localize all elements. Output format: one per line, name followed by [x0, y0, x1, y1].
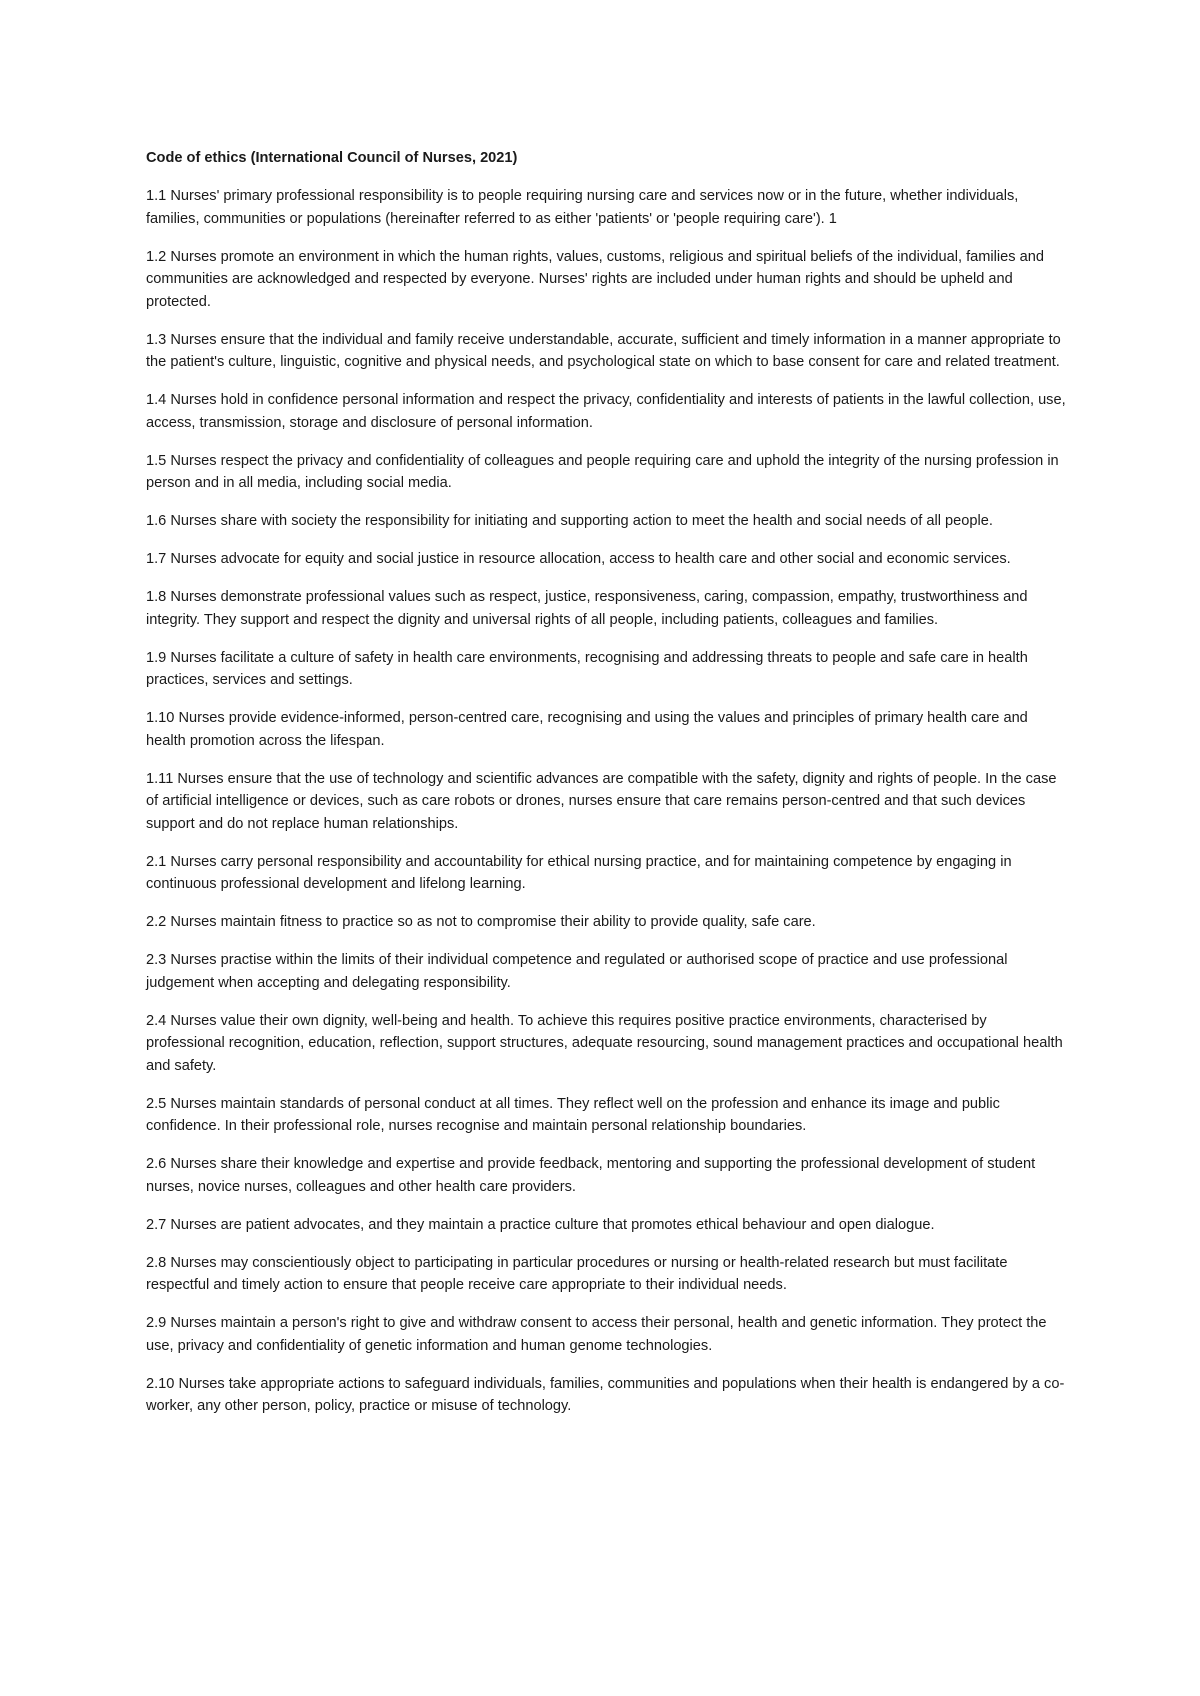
paragraph-1-8: 1.8 Nurses demonstrate professional values such as respect, justice, responsiveness, caring, compassion, empathy, trustworthiness and integrity. They support and respect the dignity and universal rights of all people, including patients, colleagues and families.: [146, 589, 1028, 628]
paragraph-1-11: 1.11 Nurses ensure that the use of technology and scientific advances are compatible with the safety, dignity and rights of people. In the case of artificial intelligence or devices, such as care robots or drones, nurses ensure that care remains person-centred and that such devices support and do not replace human relationships.: [146, 770, 1057, 832]
document-body: [146, 147, 1066, 1433]
paragraph-2-3: 2.3 Nurses practise within the limits of their individual competence and regulated or authorised scope of practice and use professional judgement when accepting and delegating responsibility.: [146, 952, 1008, 991]
paragraph-2-8: 2.8 Nurses may conscientiously object to participating in particular procedures or nursing or health-related research but must facilitate respectful and timely action to ensure that people receive care appropriate to their individual needs.: [146, 1254, 1008, 1293]
paragraph-1-2: 1.2 Nurses promote an environment in which the human rights, values, customs, religious and spiritual beliefs of the individual, families and communities are acknowledged and respected by everyone. Nurses' rights are included under human rights and should be upheld and protected.: [146, 248, 1044, 310]
paragraph-1-6: 1.6 Nurses share with society the responsibility for initiating and supporting action to meet the health and social needs of all people.: [146, 513, 993, 529]
paragraph-2-9: 2.9 Nurses maintain a person's right to give and withdraw consent to access their personal, health and genetic information. They protect the use, privacy and confidentiality of genetic information and human genome technologies.: [146, 1315, 1047, 1354]
paragraph-2-6: 2.6 Nurses share their knowledge and expertise and provide feedback, mentoring and supporting the professional development of student nurses, novice nurses, colleagues and other health care providers.: [146, 1156, 1036, 1195]
paragraph-1-5: 1.5 Nurses respect the privacy and confidentiality of colleagues and people requiring care and uphold the integrity of the nursing profession in person and in all media, including social media.: [146, 452, 1059, 491]
paragraph-1-1: 1.1 Nurses' primary professional responsibility is to people requiring nursing care and services now or in the future, whether individuals, families, communities or populations (hereinafter referred to as either 'patients' or 'people requiring care'). 1: [146, 188, 1019, 227]
paragraph-2-1: 2.1 Nurses carry personal responsibility and accountability for ethical nursing practice, and for maintaining competence by engaging in continuous professional development and lifelong learning.: [146, 853, 1012, 892]
paragraph-2-5: 2.5 Nurses maintain standards of personal conduct at all times. They reflect well on the profession and enhance its image and public confidence. In their professional role, nurses recognise and maintain personal relationship boundaries.: [146, 1095, 1000, 1134]
paragraph-1-7: 1.7 Nurses advocate for equity and social justice in resource allocation, access to health care and other social and economic services.: [146, 551, 1011, 567]
paragraph-1-10: 1.10 Nurses provide evidence-informed, person-centred care, recognising and using the values and principles of primary health care and health promotion across the lifespan.: [146, 710, 1028, 749]
paragraph-2-10: 2.10 Nurses take appropriate actions to safeguard individuals, families, communities and populations when their health is endangered by a co-worker, any other person, policy, practice or misuse of technology.: [146, 1375, 1065, 1414]
paragraph-2-7: 2.7 Nurses are patient advocates, and they maintain a practice culture that promotes ethical behaviour and open dialogue.: [146, 1216, 935, 1233]
paragraph-1-4: 1.4 Nurses hold in confidence personal information and respect the privacy, confidentiality and interests of patients in the lawful collection, use, access, transmission, storage and disclosure of personal information.: [146, 392, 1066, 431]
paragraph-1-3: 1.3 Nurses ensure that the individual and family receive understandable, accurate, sufficient and timely information in a manner appropriate to the patient's culture, linguistic, cognitive and physical needs, and psychological state on which to base consent for care and related treatment.: [146, 331, 1061, 370]
paragraph-1-9: 1.9 Nurses facilitate a culture of safety in health care environments, recognising and addressing threats to people and safe care in health practices, services and settings.: [146, 649, 1028, 688]
paragraph-2-4: 2.4 Nurses value their own dignity, well-being and health. To achieve this requires positive practice environments, characterised by professional recognition, education, reflection, support structures, adequate resourcing, sound management practices and occupational health and safety.: [146, 1012, 1063, 1074]
paragraph-2-2: 2.2 Nurses maintain fitness to practice so as not to compromise their ability to provide quality, safe care.: [146, 914, 816, 930]
document-title: Code of ethics (International Council of Nurses, 2021): [146, 150, 518, 166]
